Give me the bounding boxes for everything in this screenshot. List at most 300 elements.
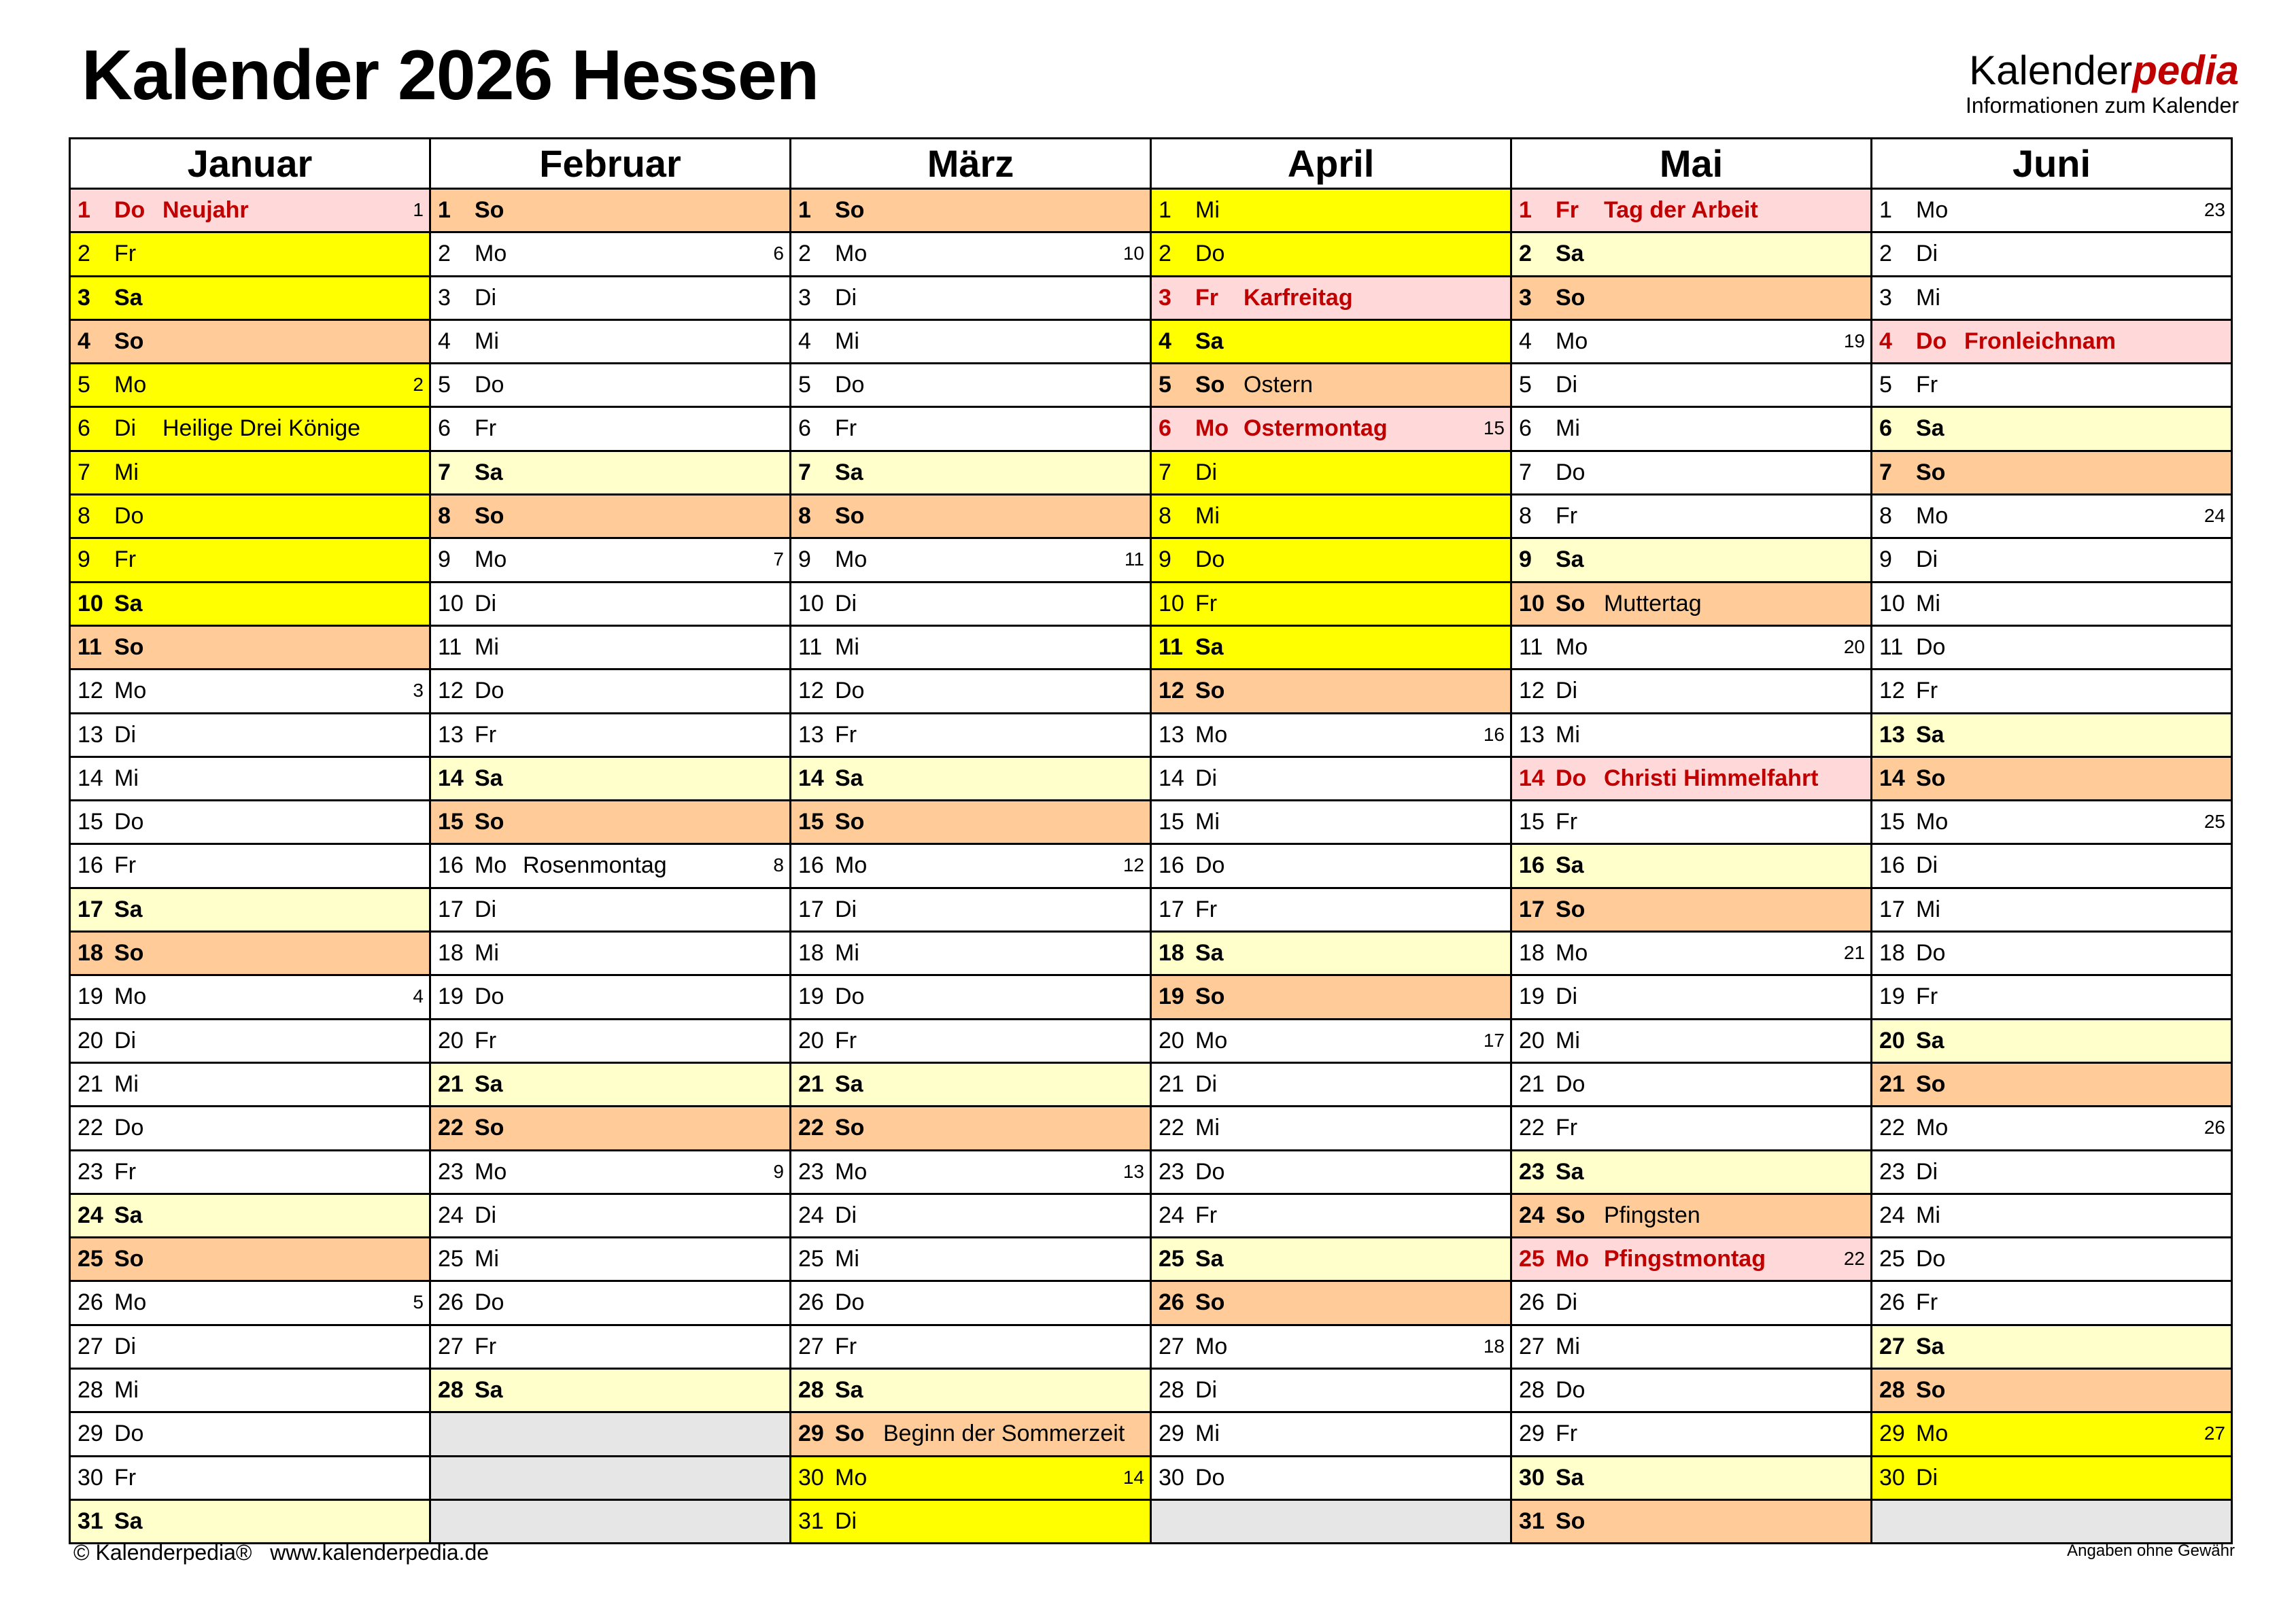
weekday: So bbox=[475, 197, 504, 223]
day-row[interactable] bbox=[71, 933, 429, 976]
day-row[interactable] bbox=[1872, 1282, 2231, 1325]
day-row[interactable] bbox=[1152, 1413, 1510, 1457]
day-row[interactable] bbox=[1512, 801, 1870, 845]
day-row[interactable] bbox=[431, 364, 789, 408]
day-number: 19 bbox=[1159, 984, 1184, 1010]
day-row[interactable] bbox=[431, 277, 789, 321]
day-row[interactable] bbox=[1872, 190, 2231, 233]
weekday: Mi bbox=[1916, 284, 1940, 311]
day-row[interactable] bbox=[791, 1107, 1150, 1151]
day-row[interactable] bbox=[1512, 1020, 1870, 1064]
day-row[interactable] bbox=[1512, 670, 1870, 714]
day-row[interactable] bbox=[791, 1413, 1150, 1457]
week-number: 6 bbox=[773, 243, 784, 264]
day-row[interactable] bbox=[71, 845, 429, 888]
weekday: Di bbox=[1556, 1289, 1578, 1316]
day-row[interactable] bbox=[1512, 1370, 1870, 1413]
day-row[interactable] bbox=[1512, 233, 1870, 277]
month-column bbox=[1512, 139, 1872, 1544]
weekday: Sa bbox=[1916, 1027, 1944, 1054]
weekday: Di bbox=[1916, 241, 1938, 267]
day-row[interactable] bbox=[431, 233, 789, 277]
day-number: 16 bbox=[438, 852, 464, 879]
day-row[interactable] bbox=[431, 1370, 789, 1413]
day-number: 8 bbox=[1879, 503, 1892, 529]
day-row[interactable] bbox=[71, 714, 429, 758]
day-number: 24 bbox=[1879, 1202, 1905, 1228]
day-row[interactable] bbox=[1512, 1413, 1870, 1457]
day-number: 1 bbox=[1519, 197, 1532, 223]
day-number: 31 bbox=[798, 1508, 824, 1534]
weekday: Mi bbox=[475, 328, 499, 354]
day-row[interactable] bbox=[71, 495, 429, 539]
day-row[interactable] bbox=[1152, 1151, 1510, 1195]
week-number: 13 bbox=[1123, 1160, 1144, 1182]
day-number: 29 bbox=[1879, 1421, 1905, 1447]
day-row[interactable] bbox=[1512, 627, 1870, 670]
weekday: Sa bbox=[1556, 241, 1584, 267]
day-row[interactable] bbox=[1152, 1107, 1510, 1151]
day-row[interactable] bbox=[431, 933, 789, 976]
day-row[interactable] bbox=[71, 1501, 429, 1544]
week-number: 7 bbox=[773, 549, 784, 570]
day-row[interactable] bbox=[431, 1064, 789, 1107]
weekday: So bbox=[1556, 896, 1586, 922]
day-row[interactable] bbox=[1512, 1064, 1870, 1107]
day-row[interactable] bbox=[1512, 889, 1870, 933]
weekday: Di bbox=[475, 590, 497, 616]
day-event: Fronleichnam bbox=[1964, 328, 2116, 354]
day-row[interactable] bbox=[1512, 845, 1870, 888]
day-number: 26 bbox=[1879, 1289, 1905, 1316]
day-row[interactable] bbox=[791, 583, 1150, 627]
day-row[interactable] bbox=[1152, 933, 1510, 976]
day-row[interactable] bbox=[1872, 1020, 2231, 1064]
day-number: 4 bbox=[438, 328, 451, 354]
day-row[interactable] bbox=[1152, 190, 1510, 233]
day-row[interactable] bbox=[1872, 1326, 2231, 1370]
day-number: 19 bbox=[78, 984, 103, 1010]
day-number: 24 bbox=[1159, 1202, 1184, 1228]
day-row[interactable] bbox=[791, 233, 1150, 277]
day-row[interactable] bbox=[1872, 364, 2231, 408]
day-row[interactable] bbox=[431, 1282, 789, 1325]
day-row[interactable] bbox=[1872, 933, 2231, 976]
day-number: 17 bbox=[78, 896, 103, 922]
week-number: 16 bbox=[1483, 723, 1505, 745]
day-number: 19 bbox=[438, 984, 464, 1010]
day-row[interactable] bbox=[1512, 1238, 1870, 1282]
day-row[interactable] bbox=[1872, 1107, 2231, 1151]
day-row[interactable] bbox=[1872, 1238, 2231, 1282]
day-row[interactable] bbox=[71, 364, 429, 408]
day-row[interactable] bbox=[1152, 801, 1510, 845]
day-row[interactable] bbox=[71, 233, 429, 277]
day-row[interactable] bbox=[791, 1064, 1150, 1107]
day-row[interactable] bbox=[791, 539, 1150, 583]
day-number: 20 bbox=[798, 1027, 824, 1054]
day-row[interactable] bbox=[1872, 1151, 2231, 1195]
day-number: 22 bbox=[438, 1115, 464, 1141]
month-header: Mai bbox=[1512, 139, 1870, 190]
day-row[interactable] bbox=[1152, 583, 1510, 627]
day-row[interactable] bbox=[1512, 539, 1870, 583]
weekday: So bbox=[114, 940, 144, 967]
day-row[interactable] bbox=[1512, 1195, 1870, 1238]
weekday: Fr bbox=[114, 241, 137, 267]
footer-disclaimer: Angaben ohne Gewähr bbox=[2067, 1542, 2235, 1560]
day-row[interactable] bbox=[1872, 976, 2231, 1020]
week-number: 21 bbox=[1843, 942, 1865, 964]
day-row[interactable] bbox=[1152, 627, 1510, 670]
day-row[interactable] bbox=[71, 627, 429, 670]
day-row[interactable] bbox=[1872, 845, 2231, 888]
day-row[interactable] bbox=[1512, 495, 1870, 539]
day-number: 20 bbox=[1879, 1027, 1905, 1054]
day-number: 16 bbox=[1159, 852, 1184, 879]
day-row[interactable] bbox=[1152, 233, 1510, 277]
day-row[interactable] bbox=[1872, 758, 2231, 801]
day-number: 18 bbox=[78, 940, 103, 967]
day-row[interactable] bbox=[1512, 1501, 1870, 1544]
day-row[interactable] bbox=[791, 976, 1150, 1020]
day-number: 14 bbox=[438, 765, 464, 791]
day-number: 22 bbox=[1519, 1115, 1545, 1141]
day-row[interactable] bbox=[431, 408, 789, 451]
day-row[interactable] bbox=[791, 845, 1150, 888]
day-row[interactable] bbox=[71, 1064, 429, 1107]
day-row[interactable] bbox=[71, 670, 429, 714]
day-row[interactable] bbox=[791, 277, 1150, 321]
weekday: Do bbox=[475, 372, 504, 398]
day-number: 1 bbox=[78, 197, 90, 223]
day-row[interactable] bbox=[431, 976, 789, 1020]
week-number: 27 bbox=[2204, 1423, 2225, 1444]
weekday: Fr bbox=[835, 1333, 857, 1359]
day-row[interactable] bbox=[1512, 408, 1870, 451]
day-row[interactable] bbox=[431, 801, 789, 845]
day-row[interactable] bbox=[1152, 1020, 1510, 1064]
day-row[interactable] bbox=[1872, 277, 2231, 321]
weekday: Di bbox=[475, 896, 497, 922]
day-number: 10 bbox=[438, 590, 464, 616]
day-row[interactable] bbox=[791, 364, 1150, 408]
day-row[interactable] bbox=[1512, 758, 1870, 801]
calendar-grid bbox=[69, 137, 2233, 1544]
weekday: Fr bbox=[1916, 678, 1938, 704]
day-row[interactable] bbox=[791, 1501, 1150, 1544]
day-row[interactable] bbox=[791, 1151, 1150, 1195]
day-row[interactable] bbox=[431, 1195, 789, 1238]
day-number: 27 bbox=[1519, 1333, 1545, 1359]
day-row[interactable] bbox=[431, 583, 789, 627]
weekday: Di bbox=[114, 1333, 137, 1359]
week-number: 23 bbox=[2204, 199, 2225, 220]
day-number: 12 bbox=[798, 678, 824, 704]
weekday: Mo bbox=[1556, 940, 1588, 967]
day-number: 6 bbox=[1519, 415, 1532, 442]
day-row[interactable] bbox=[1152, 1370, 1510, 1413]
weekday: Mi bbox=[835, 633, 859, 660]
week-number: 12 bbox=[1123, 854, 1144, 876]
day-row[interactable] bbox=[431, 1326, 789, 1370]
day-number: 30 bbox=[1519, 1464, 1545, 1491]
weekday: So bbox=[114, 328, 144, 354]
day-row[interactable] bbox=[1872, 714, 2231, 758]
day-row[interactable] bbox=[791, 889, 1150, 933]
day-number: 4 bbox=[78, 328, 90, 354]
weekday: Mi bbox=[475, 633, 499, 660]
day-row[interactable] bbox=[1512, 933, 1870, 976]
day-row[interactable] bbox=[1872, 495, 2231, 539]
weekday: Mi bbox=[1916, 590, 1940, 616]
weekday: Fr bbox=[1556, 1115, 1578, 1141]
day-row[interactable] bbox=[1872, 1457, 2231, 1501]
day-number: 20 bbox=[438, 1027, 464, 1054]
day-row[interactable] bbox=[1872, 1064, 2231, 1107]
weekday: Do bbox=[114, 197, 145, 223]
day-number: 25 bbox=[438, 1246, 464, 1272]
day-number: 25 bbox=[78, 1246, 103, 1272]
day-row[interactable] bbox=[1512, 277, 1870, 321]
weekday: Mi bbox=[1556, 415, 1580, 442]
day-row[interactable] bbox=[1872, 670, 2231, 714]
day-row[interactable] bbox=[791, 1195, 1150, 1238]
day-row[interactable] bbox=[1152, 452, 1510, 495]
weekday: Sa bbox=[114, 1508, 143, 1534]
day-number: 16 bbox=[78, 852, 103, 879]
day-row[interactable] bbox=[431, 495, 789, 539]
day-row[interactable] bbox=[791, 495, 1150, 539]
day-row[interactable] bbox=[71, 539, 429, 583]
day-number: 14 bbox=[1519, 765, 1545, 791]
day-row[interactable] bbox=[431, 321, 789, 364]
day-row[interactable] bbox=[71, 1282, 429, 1325]
day-number: 28 bbox=[78, 1377, 103, 1404]
day-row[interactable] bbox=[1872, 1413, 2231, 1457]
day-row[interactable] bbox=[1512, 1151, 1870, 1195]
day-row[interactable] bbox=[1152, 495, 1510, 539]
day-row[interactable] bbox=[1152, 889, 1510, 933]
day-number: 22 bbox=[1159, 1115, 1184, 1141]
day-row[interactable] bbox=[791, 190, 1150, 233]
day-number: 26 bbox=[1519, 1289, 1545, 1316]
day-row[interactable] bbox=[791, 1370, 1150, 1413]
day-row[interactable] bbox=[1152, 1064, 1510, 1107]
weekday: Di bbox=[1916, 852, 1938, 879]
weekday: Di bbox=[1556, 372, 1578, 398]
day-row[interactable] bbox=[1872, 627, 2231, 670]
day-row[interactable] bbox=[1152, 277, 1510, 321]
day-row[interactable] bbox=[71, 976, 429, 1020]
day-row[interactable] bbox=[71, 1195, 429, 1238]
day-row[interactable] bbox=[791, 1457, 1150, 1501]
day-row[interactable] bbox=[431, 190, 789, 233]
weekday: So bbox=[1556, 1202, 1586, 1228]
day-row[interactable] bbox=[1512, 1457, 1870, 1501]
weekday: Di bbox=[1916, 546, 1938, 573]
day-row[interactable] bbox=[1152, 539, 1510, 583]
day-row[interactable] bbox=[1872, 1370, 2231, 1413]
day-row[interactable] bbox=[431, 1151, 789, 1195]
day-row[interactable] bbox=[71, 889, 429, 933]
weekday: Fr bbox=[114, 1464, 137, 1491]
weekday: Sa bbox=[1195, 633, 1224, 660]
day-row[interactable] bbox=[1512, 321, 1870, 364]
day-number: 18 bbox=[438, 940, 464, 967]
day-row[interactable] bbox=[1512, 1326, 1870, 1370]
day-row[interactable] bbox=[1152, 758, 1510, 801]
day-row[interactable] bbox=[71, 1370, 429, 1413]
month-column bbox=[791, 139, 1152, 1544]
day-row[interactable] bbox=[1512, 714, 1870, 758]
weekday: So bbox=[1556, 1508, 1586, 1534]
weekday: Do bbox=[1556, 765, 1587, 791]
weekday: Sa bbox=[1556, 852, 1584, 879]
weekday: Di bbox=[835, 590, 857, 616]
day-row[interactable] bbox=[791, 627, 1150, 670]
day-row[interactable] bbox=[71, 1020, 429, 1064]
day-row[interactable] bbox=[431, 845, 789, 888]
day-row[interactable] bbox=[791, 1326, 1150, 1370]
weekday: Mo bbox=[835, 1158, 868, 1185]
day-row[interactable] bbox=[1872, 233, 2231, 277]
day-row[interactable] bbox=[1872, 1195, 2231, 1238]
weekday: Fr bbox=[475, 1027, 497, 1054]
weekday: Sa bbox=[1195, 1246, 1224, 1272]
day-row[interactable] bbox=[1152, 845, 1510, 888]
day-row[interactable] bbox=[791, 714, 1150, 758]
day-row[interactable] bbox=[431, 1107, 789, 1151]
day-number: 5 bbox=[798, 372, 811, 398]
day-number: 4 bbox=[1159, 328, 1171, 354]
day-row[interactable] bbox=[431, 889, 789, 933]
day-row[interactable] bbox=[1152, 1282, 1510, 1325]
day-row[interactable] bbox=[71, 1107, 429, 1151]
day-number: 2 bbox=[798, 241, 811, 267]
day-row[interactable] bbox=[431, 758, 789, 801]
day-row[interactable] bbox=[431, 670, 789, 714]
weekday: Mi bbox=[1556, 1027, 1580, 1054]
month-column bbox=[1872, 139, 2233, 1544]
day-row[interactable] bbox=[791, 1020, 1150, 1064]
day-row[interactable] bbox=[791, 933, 1150, 976]
day-row[interactable] bbox=[1512, 1282, 1870, 1325]
day-number: 12 bbox=[1519, 678, 1545, 704]
day-row[interactable] bbox=[71, 190, 429, 233]
day-row[interactable] bbox=[791, 670, 1150, 714]
month-header: Januar bbox=[71, 139, 429, 190]
day-row[interactable] bbox=[1872, 801, 2231, 845]
day-row[interactable] bbox=[1152, 1457, 1510, 1501]
weekday: Sa bbox=[835, 765, 863, 791]
weekday: Do bbox=[1195, 1464, 1225, 1491]
day-row[interactable] bbox=[1512, 583, 1870, 627]
day-row[interactable] bbox=[791, 758, 1150, 801]
day-row[interactable] bbox=[1152, 1195, 1510, 1238]
day-row[interactable] bbox=[431, 1020, 789, 1064]
day-row[interactable] bbox=[1512, 1107, 1870, 1151]
weekday: Mo bbox=[835, 1464, 868, 1491]
day-row[interactable] bbox=[431, 1238, 789, 1282]
kalenderpedia-logo[interactable] bbox=[1966, 49, 2239, 118]
day-row[interactable] bbox=[1872, 539, 2231, 583]
day-row[interactable] bbox=[1512, 364, 1870, 408]
day-number: 15 bbox=[1159, 809, 1184, 835]
day-row[interactable] bbox=[71, 1238, 429, 1282]
day-row[interactable] bbox=[71, 277, 429, 321]
day-row[interactable] bbox=[1152, 364, 1510, 408]
day-row[interactable] bbox=[71, 1326, 429, 1370]
empty-day-cell bbox=[431, 1501, 789, 1544]
day-number: 15 bbox=[798, 809, 824, 835]
day-row[interactable] bbox=[71, 321, 429, 364]
week-number: 17 bbox=[1483, 1029, 1505, 1051]
day-row[interactable] bbox=[1512, 976, 1870, 1020]
day-number: 27 bbox=[1159, 1333, 1184, 1359]
day-row[interactable] bbox=[71, 1457, 429, 1501]
day-row[interactable] bbox=[1872, 583, 2231, 627]
day-row[interactable] bbox=[791, 801, 1150, 845]
day-row[interactable] bbox=[1152, 670, 1510, 714]
weekday: Do bbox=[1916, 940, 1946, 967]
day-row[interactable] bbox=[1872, 452, 2231, 495]
weekday: Mi bbox=[114, 1071, 139, 1097]
day-row[interactable] bbox=[1152, 1326, 1510, 1370]
day-number: 21 bbox=[1159, 1071, 1184, 1097]
day-row[interactable] bbox=[431, 714, 789, 758]
day-row[interactable] bbox=[791, 1238, 1150, 1282]
day-row[interactable] bbox=[791, 1282, 1150, 1325]
day-row[interactable] bbox=[71, 1413, 429, 1457]
day-row[interactable] bbox=[791, 408, 1150, 451]
day-row[interactable] bbox=[431, 539, 789, 583]
day-row[interactable] bbox=[1152, 321, 1510, 364]
weekday: Sa bbox=[1916, 1333, 1944, 1359]
day-row[interactable] bbox=[1512, 190, 1870, 233]
day-row[interactable] bbox=[71, 452, 429, 495]
day-row[interactable] bbox=[431, 627, 789, 670]
day-row[interactable] bbox=[1872, 408, 2231, 451]
day-row[interactable] bbox=[1152, 408, 1510, 451]
day-row[interactable] bbox=[1512, 452, 1870, 495]
day-row[interactable] bbox=[71, 583, 429, 627]
day-row[interactable] bbox=[1152, 1238, 1510, 1282]
day-number: 12 bbox=[78, 678, 103, 704]
weekday: So bbox=[475, 503, 504, 529]
weekday: So bbox=[1195, 372, 1225, 398]
day-row[interactable] bbox=[1152, 976, 1510, 1020]
day-row[interactable] bbox=[791, 452, 1150, 495]
weekday: Di bbox=[1195, 459, 1218, 485]
day-row[interactable] bbox=[71, 408, 429, 451]
day-row[interactable] bbox=[1152, 714, 1510, 758]
month-header: Juni bbox=[1872, 139, 2231, 190]
weekday: Di bbox=[1556, 984, 1578, 1010]
day-row[interactable] bbox=[1872, 889, 2231, 933]
day-number: 27 bbox=[438, 1333, 464, 1359]
weekday: Mo bbox=[475, 241, 507, 267]
day-row[interactable] bbox=[1872, 321, 2231, 364]
weekday: Fr bbox=[1916, 984, 1938, 1010]
day-row[interactable] bbox=[71, 1151, 429, 1195]
day-row[interactable] bbox=[791, 321, 1150, 364]
day-row[interactable] bbox=[71, 758, 429, 801]
day-number: 20 bbox=[1159, 1027, 1184, 1054]
day-row[interactable] bbox=[431, 452, 789, 495]
day-row[interactable] bbox=[71, 801, 429, 845]
weekday: Mo bbox=[114, 678, 147, 704]
